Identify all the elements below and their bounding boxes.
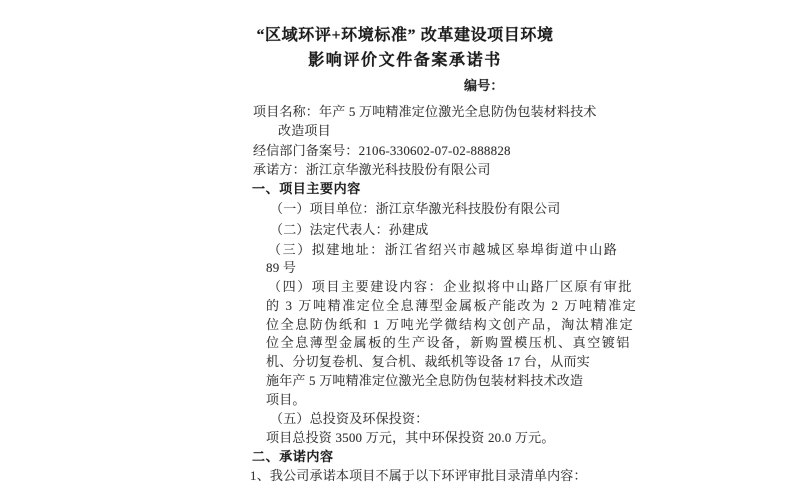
section2-heading: 二、承诺内容 <box>252 449 334 464</box>
promisor-line: 承诺方：浙江京华激光科技股份有限公司 <box>253 162 491 177</box>
item5-investment-amount-line: 项目总投资 3500 万元，其中环保投资 20.0 万元。 <box>266 430 555 445</box>
document-title-line2: 影响评价文件备案承诺书 <box>308 52 502 69</box>
item4-construction-content-line5: 机、分切复卷机、复合机、裁纸机等设备 17 台，从而实 <box>266 354 590 369</box>
item4-construction-content-line2: 的 3 万吨精准定位全息薄型金属板产能改为 2 万吨精准定 <box>266 298 638 313</box>
section1-heading: 一、项目主要内容 <box>252 181 361 196</box>
item4-construction-content-line3: 位全息防伪纸和 1 万吨光学微结构文创产品，淘汰精准定 <box>266 317 635 332</box>
item4-construction-content-line6: 施年产 5 万吨精准定位激光全息防伪包装材料技术改造 <box>266 373 584 388</box>
item5-investment-heading: （五）总投资及环保投资： <box>270 411 429 426</box>
commitment-item1: 1、我公司承诺本项目不属于以下环评审批目录清单内容： <box>250 468 587 483</box>
item2-legal-representative: （二）法定代表人：孙建成 <box>270 222 429 237</box>
project-name-line1: 项目名称：年产 5 万吨精准定位激光全息防伪包装材料技术 <box>253 104 597 119</box>
project-name-line2: 改造项目 <box>278 123 331 138</box>
item4-construction-content-line7: 项目。 <box>266 392 306 407</box>
document-title-line1: “区域环评+环境标准” 改革建设项目环境 <box>256 27 554 44</box>
item1-project-unit: （一）项目单位：浙江京华激光科技股份有限公司 <box>270 201 561 216</box>
filing-number-line: 经信部门备案号：2106-330602-07-02-888828 <box>253 143 511 158</box>
item4-construction-content-line4: 位全息薄型金属板的生产设备，新购置模压机、真空镀铝 <box>266 335 632 350</box>
item3-address-line2: 89 号 <box>266 260 297 275</box>
item3-address-line1: （三）拟建地址：浙江省绍兴市越城区皋埠街道中山路 <box>268 242 619 257</box>
serial-number-label: 编号： <box>464 78 504 93</box>
item4-construction-content-line1: （四）项目主要建设内容：企业拟将中山路厂区原有审批 <box>268 279 634 294</box>
